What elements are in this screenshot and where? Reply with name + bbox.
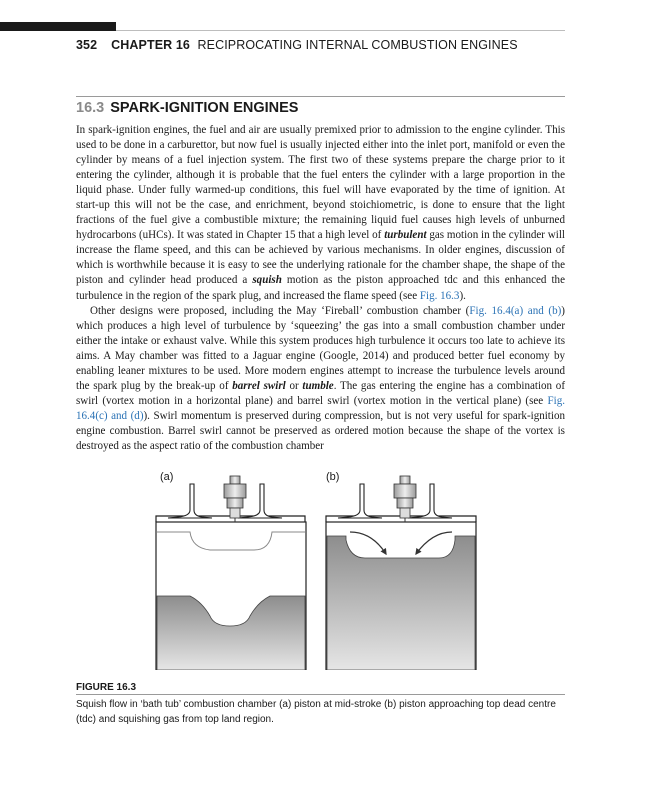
- section-title: SPARK-IGNITION ENGINES: [110, 100, 299, 116]
- figure-title: FIGURE 16.3: [76, 682, 137, 693]
- emphasis: squish: [252, 274, 282, 287]
- section-rule: [76, 96, 565, 97]
- emphasis: tumble: [302, 379, 334, 392]
- text-run: gas motion in the cylinder will increase the flame speed, and this can be achieved by various mechanisms. In older engines, discussion of which is worthwhile because it is easy to see the underlying rationale for the chamber shape, the shape of the piston and cylinder head produced a: [76, 229, 565, 287]
- text-run: ). Swirl momentum is preserved during compression, but is not very useful for spark-ignition engine combustion. Barrel swirl cannot be preserved as ordered motion because the shape of the vortex is destroyed as the aspect ratio of the combustion chamber: [76, 409, 565, 452]
- spark-plug-b: [394, 476, 416, 522]
- figure-label-b: (b): [326, 471, 340, 483]
- figure-link[interactable]: Fig. 16.3: [419, 289, 460, 302]
- text-run: motion as the piston approached tdc and this enhanced the turbulence in the region of the spark plug, and increased the flame speed (see: [76, 274, 565, 302]
- intake-valve-b: [338, 484, 382, 518]
- chapter-label: CHAPTER 16: [111, 38, 190, 52]
- page-number: 352: [76, 38, 98, 52]
- section-heading: [76, 100, 298, 116]
- spark-plug-a: [224, 476, 246, 522]
- text-run: ).: [459, 289, 466, 302]
- text-run: . The gas entering the engine has a combination of swirl (vortex motion in a horizontal plane) and barrel swirl (vortex motion in the vertical plane) (see: [76, 379, 565, 407]
- engine-b: [326, 476, 476, 670]
- figure-link[interactable]: Fig. 16.4(a) and (b): [469, 304, 562, 317]
- section-number: 16.3: [76, 100, 105, 116]
- engine-diagram: [150, 470, 495, 670]
- text-run: or: [285, 379, 303, 392]
- text-run: In spark-ignition engines, the fuel and air are usually premixed prior to admission to the engine cylinder. This used to be done in a carburettor, but now fuel is usually injected either into the inlet port, manifold or even the cylinder by means of a fuel injection system. The first two of these systems prepare the charge prior to it entering the cylinder, although it is probable that the fuel enters the cylinder with a large proportion in the liquid phase. Under fully warmed-up conditions, this fuel will have evaporated by the time of ignition. At start-up this will not be the case, and enrichment, beyond stoichiometric, is done to ensure that the light fractions of the fuel give a combustible mixture; the remaining liquid fuel causes high levels of unburned hydrocarbons (uHCs). It was stated in Chapter 15 that a high level of: [76, 124, 565, 242]
- emphasis: barrel swirl: [232, 379, 286, 392]
- body-text: [76, 123, 565, 454]
- figure-link[interactable]: Fig. 16.4(c) and (d): [76, 394, 565, 422]
- chapter-title: RECIPROCATING INTERNAL COMBUSTION ENGINES: [197, 38, 518, 52]
- emphasis: turbulent: [384, 229, 427, 242]
- figure-rule: [76, 694, 565, 695]
- figure-label-a: (a): [160, 471, 174, 483]
- figure-16-3: [150, 470, 495, 670]
- running-head: [76, 38, 518, 52]
- intake-valve-a: [168, 484, 212, 518]
- header-rule: [116, 30, 565, 31]
- paragraph: [76, 304, 565, 454]
- paragraph: [76, 123, 565, 304]
- figure-caption: Squish flow in ‘bath tub’ combustion chamber (a) piston at mid-stroke (b) piston approaching top dead centre (tdc) and squishing gas from top land region.: [76, 699, 556, 725]
- text-run: Other designs were proposed, including the May ‘Fireball’ combustion chamber (: [90, 304, 470, 317]
- engine-a: [156, 476, 306, 670]
- text-run: ) which produces a high level of turbulence by ‘squeezing’ the gas into a small combustion chamber under either the intake or exhaust valve. While this system produces high turbulence it occurs too late to achieve its aims. A May chamber was fitted to a Jaguar engine (Google, 2014) and produced better fuel economy by enabling leaner mixtures to be used. More modern engines attempt to increase the turbulence levels around the spark plug by the break-up of: [76, 304, 565, 392]
- header-bar: [0, 22, 116, 31]
